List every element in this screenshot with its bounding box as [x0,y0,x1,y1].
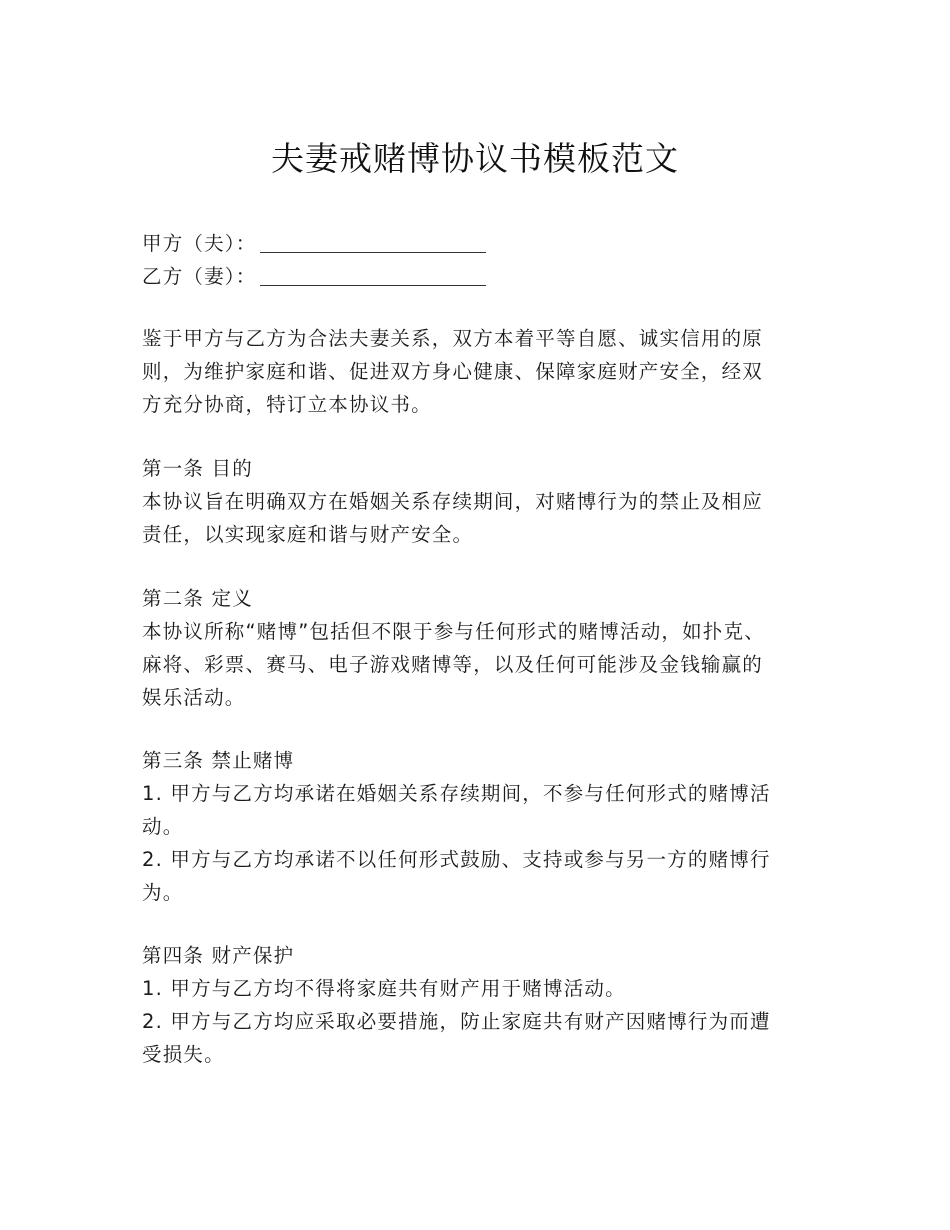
article-2-heading: 第二条 定义 [142,587,253,610]
party-a-field [142,229,842,259]
article-3-item-1-line-2: 动。 [142,815,184,838]
party-b-label: 乙方（妻）： [142,265,257,288]
article-4-item-1: 1. 甲方与乙方均不得将家庭共有财产用于赌博活动。 [142,977,626,1000]
article-4-item-2-line-1: 2. 甲方与乙方均应采取必要措施，防止家庭共有财产因赌博行为而遭 [142,1010,771,1033]
article-2-line-3: 娱乐活动。 [142,686,246,709]
article-3-heading: 第三条 禁止赌博 [142,749,295,772]
article-2-line-1: 本协议所称“赌博”包括但不限于参与任何形式的赌博活动，如扑克、 [142,620,765,643]
party-b-blank[interactable] [260,284,486,286]
article-3-item-2-line-1: 2. 甲方与乙方均承诺不以任何形式鼓励、支持或参与另一方的赌博行 [142,848,771,871]
preamble-line-1: 鉴于甲方与乙方为合法夫妻关系，双方本着平等自愿、诚实信用的原 [142,327,764,350]
article-2-line-2: 麻将、彩票、赛马、电子游戏赌博等，以及任何可能涉及金钱输赢的 [142,653,764,676]
preamble-line-3: 方充分协商，特订立本协议书。 [142,393,432,416]
party-a-blank[interactable] [260,251,486,253]
party-a-label: 甲方（夫）： [142,232,257,255]
article-4-heading: 第四条 财产保护 [142,944,295,967]
party-b-field [142,262,842,292]
article-1-line-2: 责任，以实现家庭和谐与财产安全。 [142,523,474,546]
article-1-heading: 第一条 目的 [142,457,253,480]
article-3-item-1-line-1: 1. 甲方与乙方均承诺在婚姻关系存续期间，不参与任何形式的赌博活 [142,782,771,805]
article-4-item-2-line-2: 受损失。 [142,1043,225,1066]
document-title: 夫妻戒赌博协议书模板范文 [271,139,679,178]
article-1-line-1: 本协议旨在明确双方在婚姻关系存续期间，对赌博行为的禁止及相应 [142,490,764,513]
article-3-item-2-line-2: 为。 [142,881,184,904]
preamble-line-2: 则，为维护家庭和谐、促进双方身心健康、保障家庭财产安全，经双 [142,360,764,383]
